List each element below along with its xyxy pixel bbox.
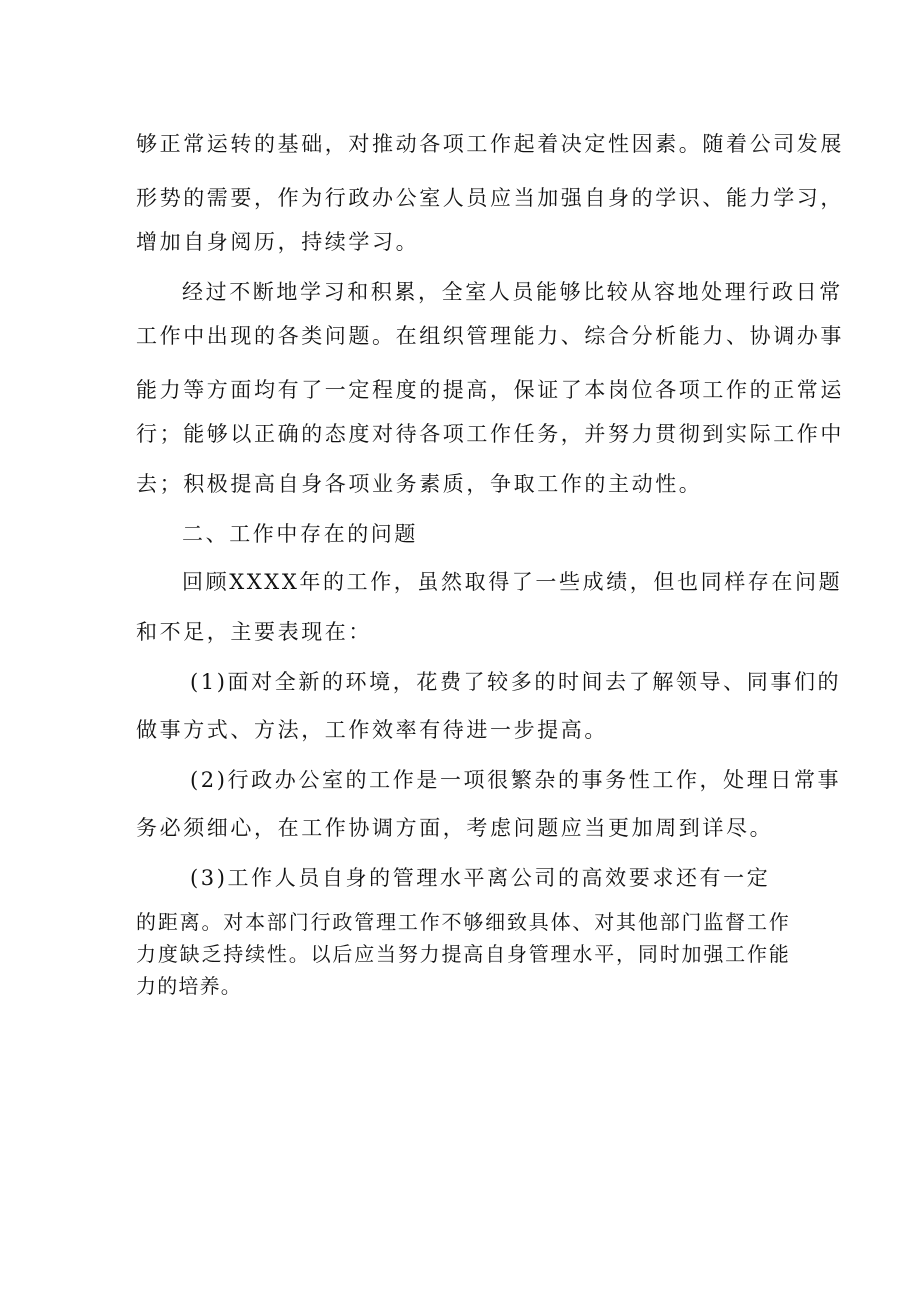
section-heading: 二、工作中存在的问题 (182, 522, 418, 546)
para3-line-2: 和不足，主要表现在： (136, 620, 372, 644)
item3-line-4: 力的培养。 (136, 974, 242, 998)
para1-line-1: 够正常运转的基础，对推动各项工作起着决定性因素。随着公司发展 (136, 132, 844, 156)
para2-line-4: 行；能够以正确的态度对待各项工作任务，并努力贯彻到实际工作中 (136, 422, 844, 446)
para3-line-1: 回顾XXXX年的工作，虽然取得了一些成绩，但也同样存在问题 (182, 570, 843, 594)
item2-line-1: (2)行政办公室的工作是一项很繁杂的事务性工作，处理日常事 (190, 768, 842, 792)
item3-line-1: (3)工作人员自身的管理水平离公司的高效要求还有一定 (190, 866, 771, 890)
para1-line-3: 增加自身阅历，持续学习。 (136, 230, 420, 254)
para2-line-3: 能力等方面均有了一定程度的提高，保证了本岗位各项工作的正常运 (136, 378, 844, 402)
para2-line-1: 经过不断地学习和积累，全室人员能够比较从容地处理行政日常 (182, 280, 843, 304)
item3-line-2: 的距离。对本部门行政管理工作不够细致具体、对其他部门监督工作 (136, 910, 790, 934)
item1-line-1: (1)面对全新的环境，花费了较多的时间去了解领导、同事们的 (190, 670, 842, 694)
item2-line-2: 务必须细心，在工作协调方面，考虑问题应当更加周到详尽。 (136, 816, 774, 840)
item3-line-3: 力度缺乏持续性。以后应当努力提高自身管理水平，同时加强工作能 (136, 942, 790, 966)
para1-line-2: 形势的需要，作为行政办公室人员应当加强自身的学识、能力学习， (136, 186, 844, 210)
item1-line-2: 做事方式、方法，工作效率有待进一步提高。 (136, 718, 608, 742)
para2-line-5: 去；积极提高自身各项业务素质，争取工作的主动性。 (136, 472, 703, 496)
para2-line-2: 工作中出现的各类问题。在组织管理能力、综合分析能力、协调办事 (136, 324, 844, 348)
